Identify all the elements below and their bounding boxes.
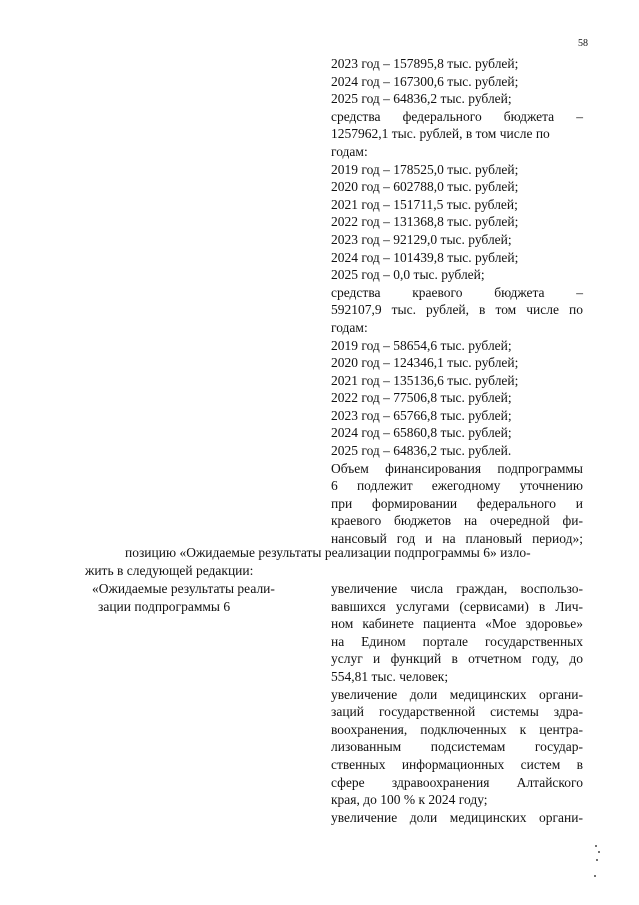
financing-line: Объем финансирования подпрограммы [331,460,583,476]
financing-block [331,55,583,548]
results-content-line: заций государственной системы здра- [331,704,583,720]
page-number: 58 [578,38,588,49]
financing-line: годам: [331,143,368,159]
financing-line: 2023 год – 65766,8 тыс. рублей; [331,407,512,423]
results-content-line: ном кабинете пациента «Мое здоровье» [331,616,583,632]
financing-line: 2023 год – 92129,0 тыс. рублей; [331,231,512,247]
financing-line: 2021 год – 135136,6 тыс. рублей; [331,372,519,388]
financing-line: 1257962,1 тыс. рублей, в том числе по [331,126,550,142]
financing-line: 2021 год – 151711,5 тыс. рублей; [331,196,518,212]
intro-line-1: позицию «Ожидаемые результаты реализации подпрограммы 6» изло- [125,545,531,560]
financing-line: 2024 год – 101439,8 тыс. рублей; [331,249,519,265]
financing-line: 2019 год – 58654,6 тыс. рублей; [331,337,512,353]
financing-line: 2020 год – 124346,1 тыс. рублей; [331,355,519,371]
intro-line-2: жить в следующей редакции: [85,562,254,578]
financing-line: 2025 год – 0,0 тыс. рублей; [331,267,485,283]
amendment-intro [85,544,585,579]
financing-line: 6 подлежит ежегодному уточнению [331,478,583,494]
results-content-line: вавшихся услугами (сервисами) в Лич- [331,598,583,614]
results-content-line: ственных информационных систем в [331,756,583,772]
financing-line: 2024 год – 167300,6 тыс. рублей; [331,73,519,89]
financing-line: 2025 год – 64836,2 тыс. рублей; [331,91,512,107]
financing-line: годам: [331,319,368,335]
results-label-cell [92,580,312,615]
financing-line: краевого бюджетов на очередной фи- [331,513,583,529]
results-content-line: увеличение доли медицинских органи- [331,809,583,825]
results-content-line: увеличение числа граждан, воспользо- [331,581,583,596]
results-label-line: «Ожидаемые результаты реали- [92,581,275,596]
financing-line: 2019 год – 178525,0 тыс. рублей; [331,161,519,177]
financing-line: при формировании федерального и [331,495,583,511]
financing-line: 592107,9 тыс. рублей, в том числе по [331,302,583,318]
financing-line: 2024 год – 65860,8 тыс. рублей; [331,425,512,441]
financing-line: 2025 год – 64836,2 тыс. рублей. [331,443,512,459]
financing-line: нансовый год и на плановый период»; [331,531,583,547]
financing-line: средства краевого бюджета – [331,284,583,300]
financing-line: 2023 год – 157895,8 тыс. рублей; [331,56,519,71]
results-label-line: зации подпрограммы 6 [98,598,231,614]
financing-line: 2020 год – 602788,0 тыс. рублей; [331,179,519,195]
results-content-line: края, до 100 % к 2024 году; [331,792,488,808]
financing-line: 2022 год – 77506,8 тыс. рублей; [331,390,512,406]
scan-artifact [593,845,601,885]
results-content-line: воохранения, подключенных к центра- [331,721,583,737]
financing-line: 2022 год – 131368,8 тыс. рублей; [331,214,519,230]
financing-line: средства федерального бюджета – [331,108,583,124]
results-content-line: на Едином портале государственных [331,633,583,649]
results-content-line: лизованным подсистемам государ- [331,739,583,755]
results-content-line: 554,81 тыс. человек; [331,668,449,684]
results-content-cell [331,580,583,826]
results-content-line: увеличение доли медицинских органи- [331,686,583,702]
results-content-line: сфере здравоохранения Алтайского [331,774,583,790]
results-content-line: услуг и функций в отчетном году, до [331,651,583,667]
